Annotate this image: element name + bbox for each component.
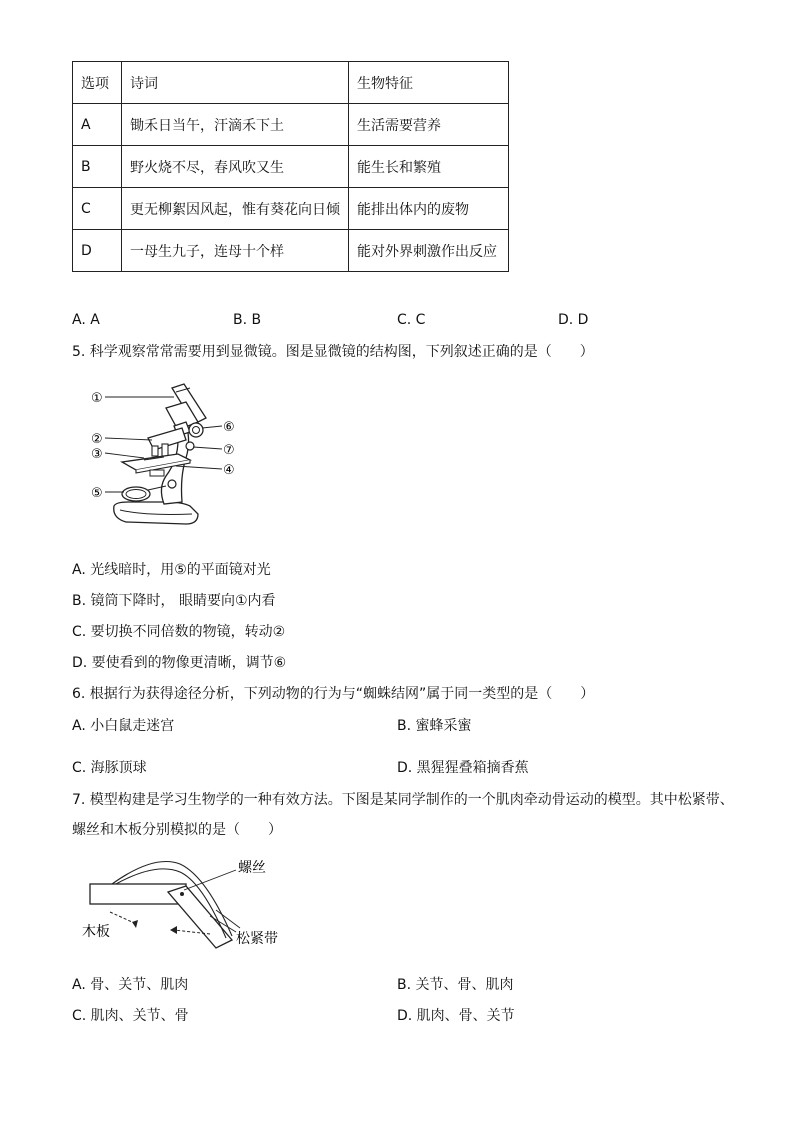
q4-option-a: A. A — [72, 312, 100, 328]
label-6: ⑥ — [223, 420, 235, 435]
label-3: ③ — [91, 447, 103, 462]
label-7: ⑦ — [223, 443, 235, 458]
q5-stem: 5. 科学观察常常需要用到显微镜。图是显微镜的结构图，下列叙述正确的是（ ） — [72, 344, 594, 360]
q6-stem: 6. 根据行为获得途径分析，下列动物的行为与“蜘蛛结网”属于同一类型的是（ ） — [72, 686, 595, 702]
table-row — [73, 104, 509, 146]
table-cell: 锄禾日当午，汗滴禾下土 — [122, 104, 349, 146]
table-cell: 能排出体内的废物 — [349, 188, 509, 230]
q6-option-c: C. 海豚顶球 — [72, 760, 147, 776]
q4-option-d: D. D — [558, 312, 589, 328]
table-row — [73, 146, 509, 188]
label-5: ⑤ — [91, 486, 103, 501]
table-cell: B — [73, 146, 122, 188]
q4-option-c: C. C — [397, 312, 426, 328]
table-cell: A — [73, 104, 122, 146]
table-cell: 生活需要营养 — [349, 104, 509, 146]
table-cell: 野火烧不尽，春风吹又生 — [122, 146, 349, 188]
screw-label: 螺丝 — [238, 860, 266, 876]
table-cell: 能对外界刺激作出反应 — [349, 230, 509, 272]
label-1: ① — [91, 391, 103, 406]
microscope-diagram — [86, 378, 256, 534]
q5-option-d: D. 要使看到的物像更清晰，调节⑥ — [72, 655, 287, 671]
q6-option-a: A. 小白鼠走迷宫 — [72, 718, 175, 734]
band-label: 松紧带 — [236, 931, 278, 947]
table-row — [73, 230, 509, 272]
table-cell: D — [73, 230, 122, 272]
table-cell: C — [73, 188, 122, 230]
q5-option-b: B. 镜筒下降时， 眼睛要向①内看 — [72, 593, 276, 609]
label-4: ④ — [223, 463, 235, 478]
table-cell: 能生长和繁殖 — [349, 146, 509, 188]
q6-option-d: D. 黑猩猩叠箱摘香蕉 — [397, 760, 529, 776]
header-cell: 选项 — [73, 62, 122, 104]
q7-option-c: C. 肌肉、关节、骨 — [72, 1008, 189, 1024]
table-header-row — [73, 62, 509, 104]
label-2: ② — [91, 432, 103, 447]
q4-option-b: B. B — [233, 312, 262, 328]
q6-option-b: B. 蜜蜂采蜜 — [397, 718, 472, 734]
q7-option-b: B. 关节、骨、肌肉 — [397, 977, 514, 993]
header-cell: 诗词 — [122, 62, 349, 104]
poem-table — [72, 61, 509, 272]
q7-stem-line2: 螺丝和木板分别模拟的是（ ） — [72, 822, 282, 838]
table-cell: 一母生九子，连母十个样 — [122, 230, 349, 272]
q7-stem-line1: 7. 模型构建是学习生物学的一种有效方法。下图是某同学制作的一个肌肉牵动骨运动的模型。其中松紧带、 — [72, 792, 734, 808]
q7-option-a: A. 骨、关节、肌肉 — [72, 977, 189, 993]
header-cell: 生物特征 — [349, 62, 509, 104]
q5-option-a: A. 光线暗时，用⑤的平面镜对光 — [72, 562, 271, 578]
muscle-bone-model-diagram — [76, 852, 306, 952]
table-cell: 更无柳絮因风起，惟有葵花向日倾 — [122, 188, 349, 230]
q5-option-c: C. 要切换不同倍数的物镜，转动② — [72, 624, 286, 640]
q7-option-d: D. 肌肉、骨、关节 — [397, 1008, 515, 1024]
table-row — [73, 188, 509, 230]
board-label: 木板 — [82, 924, 110, 940]
